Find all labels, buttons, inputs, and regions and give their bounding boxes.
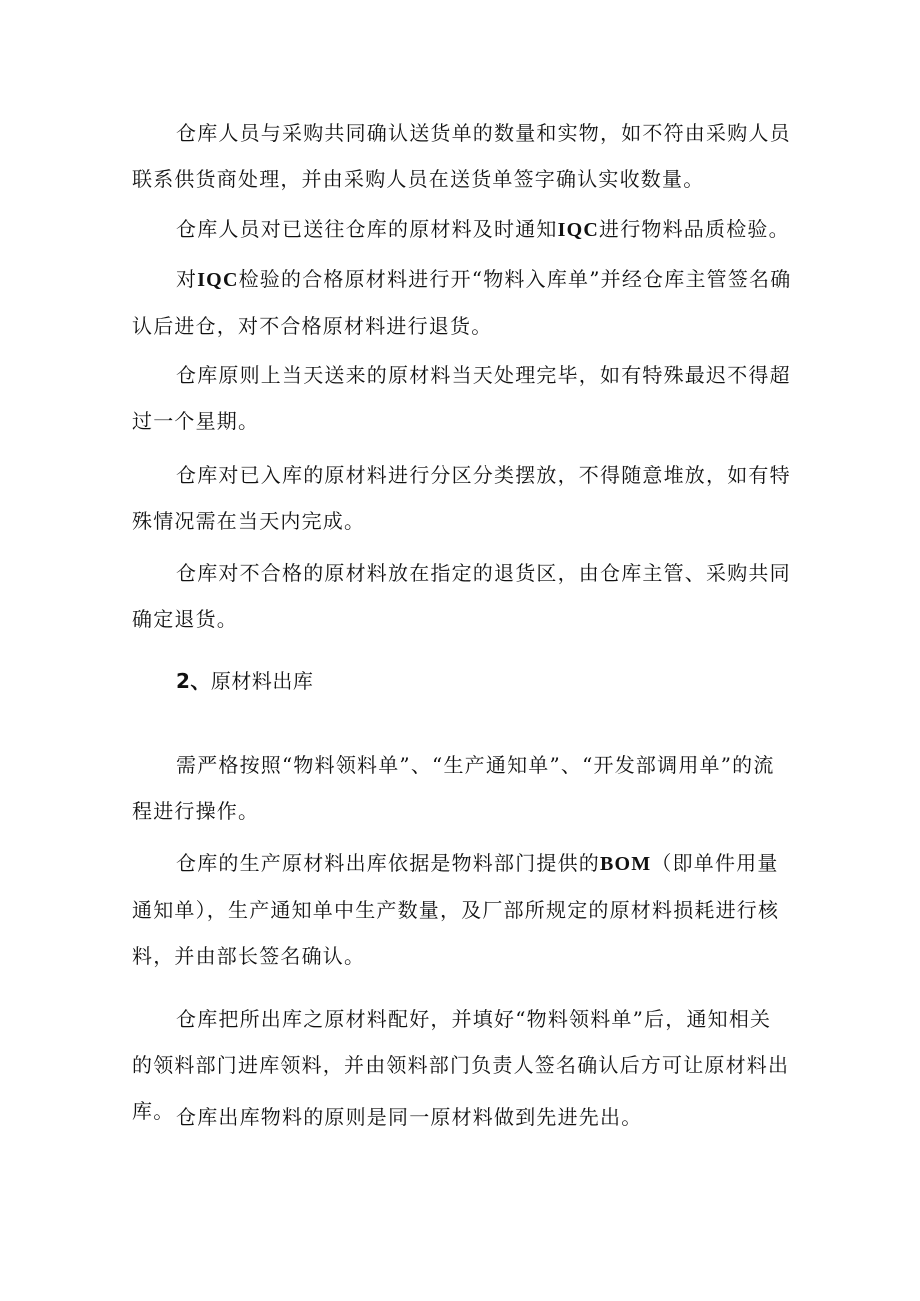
paragraph-fifo: 仓库出库物料的原则是同一原材料做到先进先出。 (176, 1105, 643, 1129)
paragraph-return-area: 仓库对不合格的原材料放在指定的退货区，由仓库主管、采购共同确定退货。 (132, 561, 791, 631)
abbreviation-iqc: IQC (557, 219, 599, 241)
section-number: 2、 (176, 669, 211, 693)
paragraph-follow-forms: 需严格按照“物料领料单”、“生产通知单”、“开发部调用单”的流程进行操作。 (132, 753, 775, 823)
paragraph-picking-process: 仓库把所出库之原材料配好，并填好“物料领料单”后，通知相关的领料部门进库领料，并由领料部门负责人签名确认后方可让原材料出库。 (132, 1007, 790, 1123)
section-heading-outbound (176, 666, 313, 696)
paragraph-inbound-order: 对IQC检验的合格原材料进行开“物料入库单”并经仓库主管签名确认后进仓，对不合格原材料进行退货。 (132, 267, 792, 338)
paragraph-zoned-storage: 仓库对已入库的原材料进行分区分类摆放，不得随意堆放，如有特殊情况需在当天内完成。 (132, 463, 791, 533)
paragraph-receiving-confirm: 仓库人员与采购共同确认送货单的数量和实物，如不符由采购人员联系供货商处理，并由采购人员在送货单签字确认实收数量。 (132, 121, 791, 191)
abbreviation-bom: BOM (600, 853, 652, 875)
paragraph-iqc-notify: 仓库人员对已送往仓库的原材料及时通知IQC进行物料品质检验。 (176, 217, 790, 241)
paragraph-same-day-processing: 仓库原则上当天送来的原材料当天处理完毕，如有特殊最迟不得超过一个星期。 (132, 363, 791, 433)
paragraph-bom-basis: 仓库的生产原材料出库依据是物料部门提供的BOM（即单件用量通知单），生产通知单中生产数量，及厂部所规定的原材料损耗进行核料，并由部长签名确认。 (132, 851, 780, 968)
abbreviation-iqc: IQC (197, 269, 239, 291)
section-title: 原材料出库 (210, 669, 314, 693)
